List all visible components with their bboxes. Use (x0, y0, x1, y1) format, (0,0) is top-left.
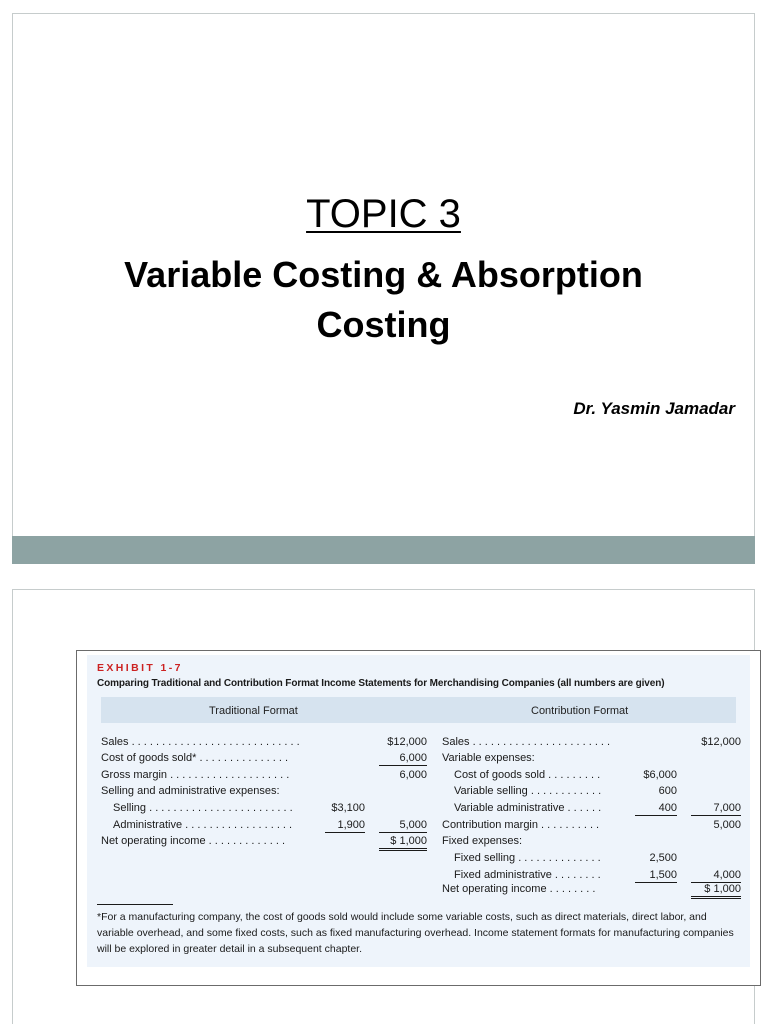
topic-heading (13, 194, 754, 234)
contrib-noi-label: Net operating income . . . . . . . . (442, 883, 596, 895)
contrib-fix-selling-value: 2,500 (649, 852, 677, 864)
slide-footer-bar (12, 536, 755, 564)
exhibit-caption: Comparing Traditional and Contribution Format Income Statements for Merchandising Companies (all numbers are given) (97, 678, 665, 689)
contrib-cm-value: 5,000 (713, 819, 741, 831)
traditional-format-header: Traditional Format (209, 705, 298, 717)
topic-text: TOPIC 3 (306, 192, 461, 236)
trad-cogs-value: 6,000 (379, 752, 427, 766)
contrib-fix-admin-label: Fixed administrative . . . . . . . . (454, 869, 601, 881)
trad-cogs-label: Cost of goods sold* . . . . . . . . . . . . . . . (101, 752, 289, 764)
trad-admin-label: Administrative . . . . . . . . . . . . . . . . . . (113, 819, 293, 831)
author-name: Dr. Yasmin Jamadar (573, 399, 735, 418)
footnote-divider (97, 904, 173, 905)
slide-subtitle: Variable Costing & Absorption Costing (124, 254, 643, 345)
contrib-noi-value: $ 1,000 (691, 883, 741, 899)
title-slide (12, 13, 755, 564)
trad-gross-value: 6,000 (399, 769, 427, 781)
exhibit-label: EXHIBIT 1-7 (97, 662, 183, 674)
contrib-var-selling-value: 600 (658, 785, 677, 797)
trad-sga-total: 5,000 (379, 819, 427, 833)
trad-sga-label: Selling and administrative expenses: (101, 785, 280, 797)
trad-noi-value: $ 1,000 (379, 835, 427, 851)
contrib-sales-label: Sales . . . . . . . . . . . . . . . . . . . . . . . (442, 736, 611, 748)
contrib-var-cogs-value: $6,000 (643, 769, 677, 781)
contrib-varexp-label: Variable expenses: (442, 752, 535, 764)
exhibit-table-area (87, 655, 750, 967)
contrib-var-selling-label: Variable selling . . . . . . . . . . . . (454, 785, 602, 797)
exhibit-figure (76, 650, 761, 986)
table-header-row (101, 697, 736, 723)
contrib-var-total: 7,000 (691, 802, 741, 816)
contrib-var-cogs-label: Cost of goods sold . . . . . . . . . (454, 769, 601, 781)
trad-sales-label: Sales . . . . . . . . . . . . . . . . . . . . . . . . . . . . (101, 736, 300, 748)
trad-sales-value: $12,000 (387, 736, 427, 748)
contrib-fix-admin-value: 1,500 (635, 869, 677, 883)
trad-noi-label: Net operating income . . . . . . . . . . . . . (101, 835, 286, 847)
contribution-format-header: Contribution Format (531, 705, 629, 717)
contrib-fixexp-label: Fixed expenses: (442, 835, 523, 847)
trad-admin-value: 1,900 (325, 819, 365, 833)
trad-selling-label: Selling . . . . . . . . . . . . . . . . . . . . . . . . (113, 802, 293, 814)
trad-gross-label: Gross margin . . . . . . . . . . . . . . . . . . . . (101, 769, 290, 781)
contrib-var-admin-value: 400 (635, 802, 677, 816)
contrib-sales-value: $12,000 (701, 736, 741, 748)
contrib-var-admin-label: Variable administrative . . . . . . (454, 802, 602, 814)
contrib-cm-label: Contribution margin . . . . . . . . . . (442, 819, 600, 831)
exhibit-slide (12, 589, 755, 1024)
exhibit-footnote: *For a manufacturing company, the cost of goods sold would include some variable costs, such as direct materials, direct labor, and variable overhead, and some fixed costs, such as fixed manufacturing overhead. Income statement formats for manufacturing companies will be explored in greater detail in a subsequent chapter. (97, 911, 734, 955)
trad-selling-value: $3,100 (331, 802, 365, 814)
contrib-fix-selling-label: Fixed selling . . . . . . . . . . . . . . (454, 852, 601, 864)
contrib-fix-total: 4,000 (691, 869, 741, 883)
